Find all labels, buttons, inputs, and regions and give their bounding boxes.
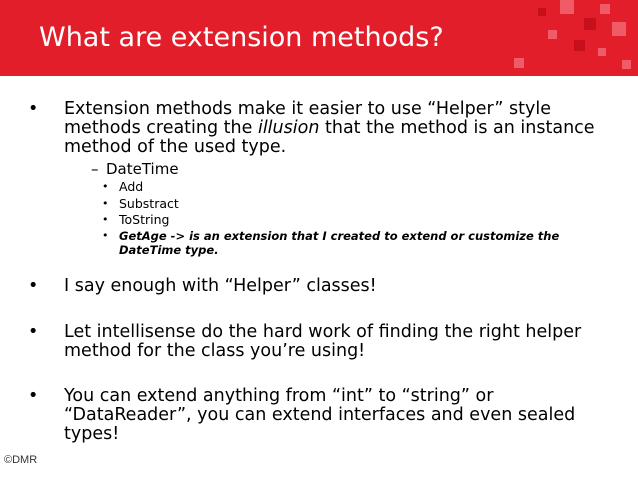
bullet-text <box>64 100 624 157</box>
bullet-text-part: that the method is an instance method of the used type. <box>64 118 595 157</box>
copyright-logo: ©DMR <box>4 454 38 466</box>
bullet-marker: • <box>28 99 39 119</box>
getage-description: GetAge -> is an extension that I created to extend or customize the DateTime type. <box>119 229 560 257</box>
bullet-text-part: Extension methods make it easier to use “Helper” style methods creating the <box>64 99 552 138</box>
bullet-marker: • <box>102 197 109 210</box>
sub-sub-bullet-text: ToString <box>119 212 170 227</box>
bullet-marker: • <box>28 276 39 296</box>
decorative-square <box>538 8 546 16</box>
bullet-text: You can extend anything from “int” to “string” or “DataReader”, you can extend interfaces and even sealed types! <box>64 386 576 444</box>
bullet-marker: • <box>102 180 109 193</box>
decorative-square <box>560 0 574 14</box>
bullet-text: I say enough with “Helper” classes! <box>64 276 377 296</box>
decorative-square <box>584 18 596 30</box>
dash-marker: – <box>91 160 99 178</box>
sub-sub-bullet-text: Add <box>119 179 144 194</box>
decorative-square <box>514 58 524 68</box>
sub-bullet-text: DateTime <box>106 160 179 178</box>
bullet-marker: • <box>28 386 39 406</box>
bullet-marker: • <box>102 229 109 242</box>
decorative-square <box>574 40 585 51</box>
bullet-text: Let intellisense do the hard work of finding the right helper method for the class you’re using! <box>64 322 582 361</box>
decorative-square <box>548 30 557 39</box>
bullet-marker: • <box>102 213 109 226</box>
bullet-marker: • <box>28 322 39 342</box>
decorative-square <box>612 22 626 36</box>
decorative-square <box>622 60 631 69</box>
slide-title: What are extension methods? <box>39 22 444 53</box>
decorative-square <box>600 4 610 14</box>
decorative-square <box>598 48 606 56</box>
italic-emphasis: illusion <box>257 118 320 138</box>
title-bar <box>0 0 638 76</box>
sub-sub-bullet-text: Substract <box>119 196 179 211</box>
